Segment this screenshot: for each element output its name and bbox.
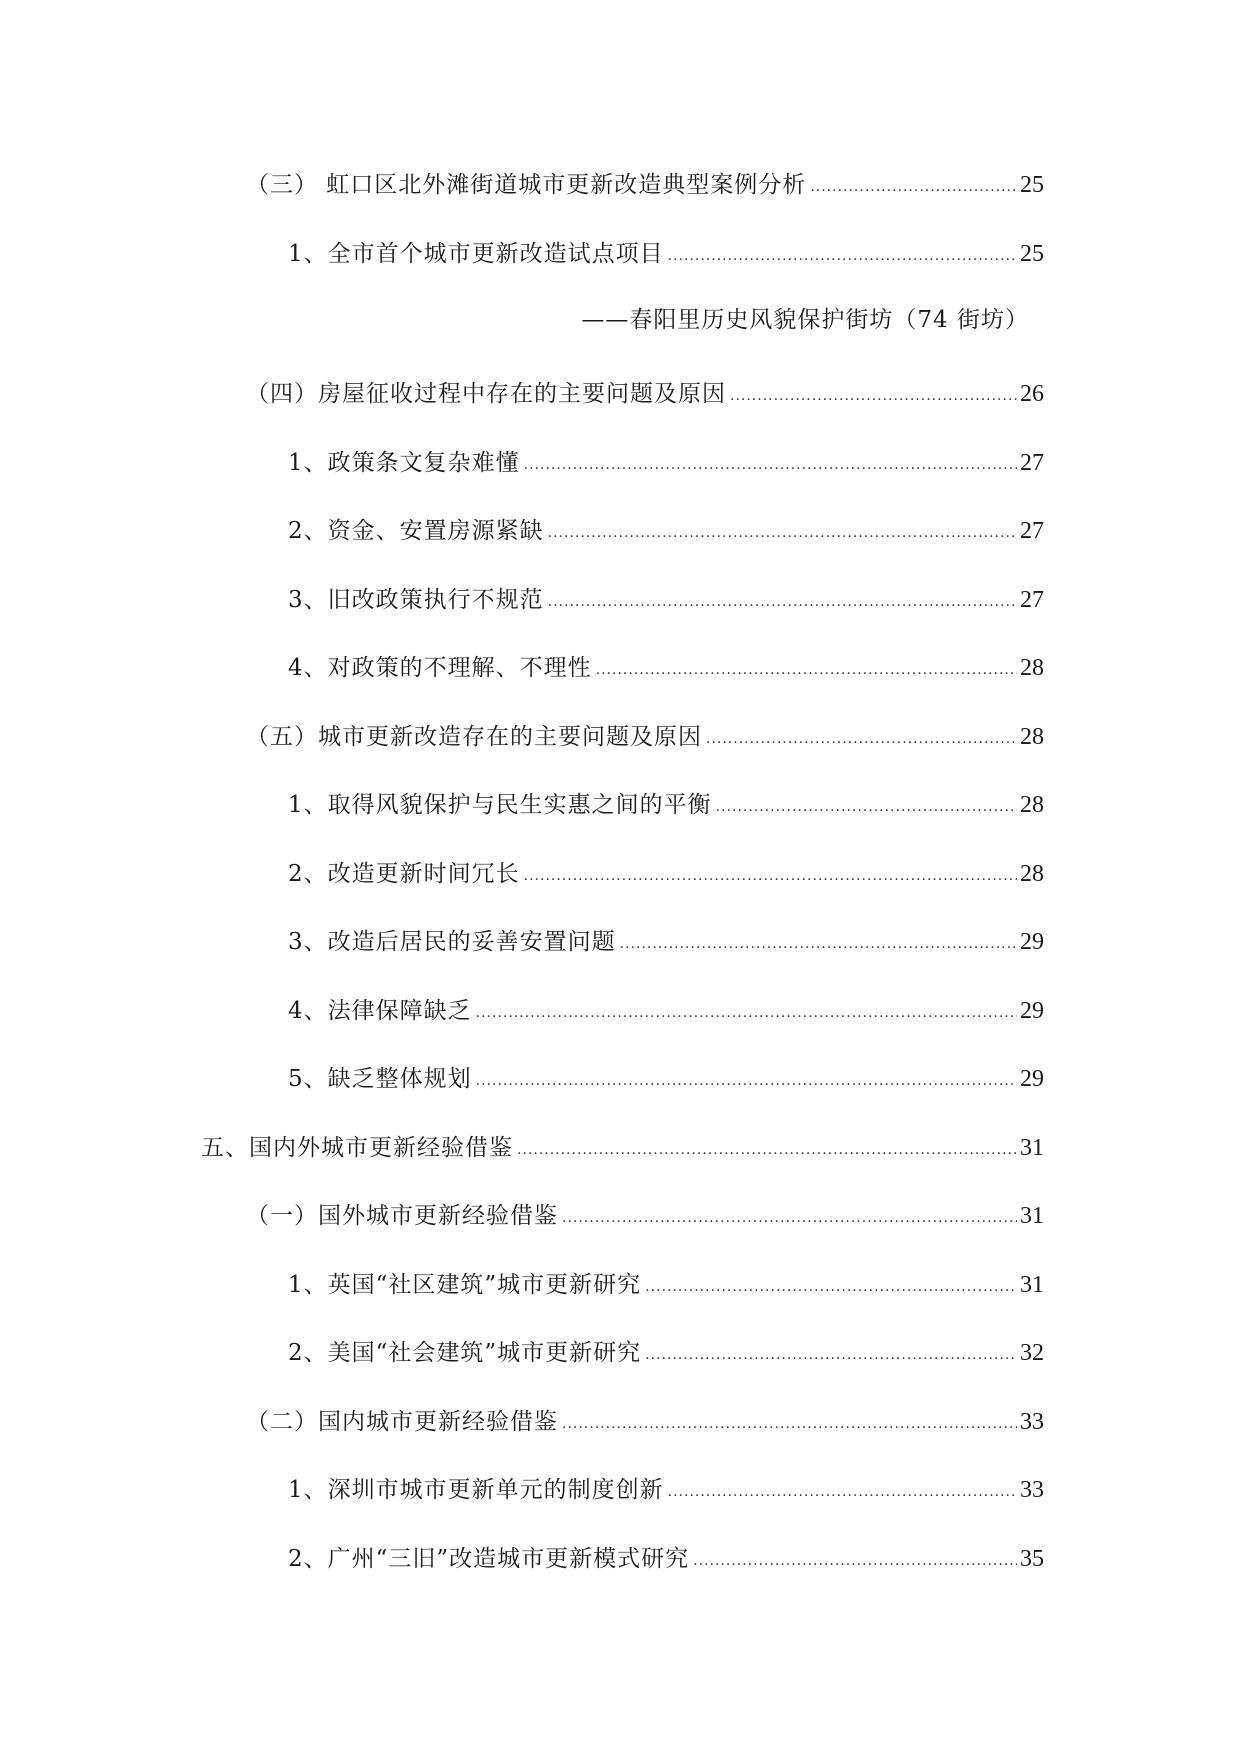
toc-page-number: 27 [1020,518,1044,544]
toc-leader-dots [548,523,1017,546]
toc-entry[interactable] [288,1328,1044,1368]
toc-leader-dots [645,1345,1017,1368]
toc-entry-label: 1、政策条文复杂难懂 [288,450,520,476]
toc-page-number: 25 [1020,241,1044,267]
toc-leader-dots [524,455,1017,478]
toc-page-number: 32 [1020,1340,1044,1366]
toc-entry[interactable] [246,369,1044,409]
toc-entry[interactable] [288,849,1044,889]
toc-entry-label: 五、国内外城市更新经验借鉴 [201,1135,513,1161]
toc-page-number: 29 [1020,929,1044,955]
toc-leader-dots [562,1414,1017,1437]
toc-entry[interactable] [246,160,1044,200]
toc-leader-dots [476,1071,1017,1094]
toc-entry-label: 2、美国“社会建筑”城市更新研究 [288,1340,642,1366]
toc-entry-subtitle: ——春阳里历史风貌保护街坊（74 街坊） [581,307,1029,333]
toc-entry[interactable] [288,643,1044,683]
toc-page-number: 33 [1020,1409,1044,1435]
toc-entry-label: （一）国外城市更新经验借鉴 [246,1203,558,1229]
toc-leader-dots [810,177,1017,200]
toc-entry[interactable] [288,780,1044,820]
toc-leader-dots [716,797,1017,820]
toc-entry[interactable] [288,1465,1044,1505]
toc-entry-label: 1、深圳市城市更新单元的制度创新 [288,1477,664,1503]
toc-page-number: 28 [1020,724,1044,750]
toc-leader-dots [668,1482,1017,1505]
toc-entry-label: 2、广州“三旧”改造城市更新模式研究 [288,1546,690,1572]
toc-entry-label: 2、改造更新时间冗长 [288,861,520,887]
toc-leader-dots [706,729,1017,752]
toc-entry-label: 1、全市首个城市更新改造试点项目 [288,241,664,267]
toc-leader-dots [668,246,1017,269]
toc-page-number: 31 [1020,1203,1044,1229]
toc-page-number: 31 [1020,1272,1044,1298]
toc-entry-label: 3、旧改政策执行不规范 [288,587,544,613]
toc-leader-dots [645,1277,1017,1300]
toc-leader-dots [620,934,1017,957]
toc-page-number: 28 [1020,655,1044,681]
toc-entry[interactable] [246,1397,1044,1437]
toc-entry[interactable] [288,1054,1044,1094]
toc-leader-dots [524,866,1017,889]
toc-entry-label: （三） 虹口区北外滩街道城市更新改造典型案例分析 [246,172,807,198]
toc-leader-dots [548,592,1017,615]
toc-entry[interactable] [288,1534,1044,1574]
toc-page-number: 35 [1020,1546,1044,1572]
toc-page-number: 29 [1020,998,1044,1024]
toc-entry-label: 4、对政策的不理解、不理性 [288,655,592,681]
toc-page-number: 27 [1020,450,1044,476]
toc-entry[interactable] [288,986,1044,1026]
toc-page-number: 29 [1020,1066,1044,1092]
toc-entry[interactable] [201,1123,1044,1163]
toc-page-number: 33 [1020,1477,1044,1503]
toc-page-number: 27 [1020,587,1044,613]
toc-leader-dots [517,1140,1017,1163]
toc-entry[interactable] [246,712,1044,752]
toc-leader-dots [596,660,1017,683]
toc-entry-label: 4、法律保障缺乏 [288,998,472,1024]
toc-leader-dots [562,1208,1017,1231]
toc-entry[interactable] [246,1191,1044,1231]
toc-entry[interactable] [288,1260,1044,1300]
toc-entry-label: （五）城市更新改造存在的主要问题及原因 [246,724,702,750]
toc-entry[interactable] [288,229,1044,269]
toc-entry[interactable] [288,438,1044,478]
toc-entry-label: 5、缺乏整体规划 [288,1066,472,1092]
toc-entry[interactable] [288,917,1044,957]
toc-leader-dots [693,1551,1017,1574]
toc-entry-label: 2、资金、安置房源紧缺 [288,518,544,544]
toc-page-number: 28 [1020,792,1044,818]
toc-entry-label: 1、英国“社区建筑”城市更新研究 [288,1272,642,1298]
toc-leader-dots [730,386,1017,409]
toc-leader-dots [476,1003,1017,1026]
toc-entry[interactable] [288,506,1044,546]
toc-entry-label: 1、取得风貌保护与民生实惠之间的平衡 [288,792,712,818]
toc-entry-label: 3、改造后居民的妥善安置问题 [288,929,616,955]
toc-entry-label: （四）房屋征收过程中存在的主要问题及原因 [246,381,726,407]
toc-page-number: 28 [1020,861,1044,887]
toc-entry-label: （二）国内城市更新经验借鉴 [246,1409,558,1435]
toc-page-number: 31 [1020,1135,1044,1161]
toc-entry[interactable] [288,575,1044,615]
toc-page-number: 26 [1020,381,1044,407]
toc-page-number: 25 [1020,172,1044,198]
